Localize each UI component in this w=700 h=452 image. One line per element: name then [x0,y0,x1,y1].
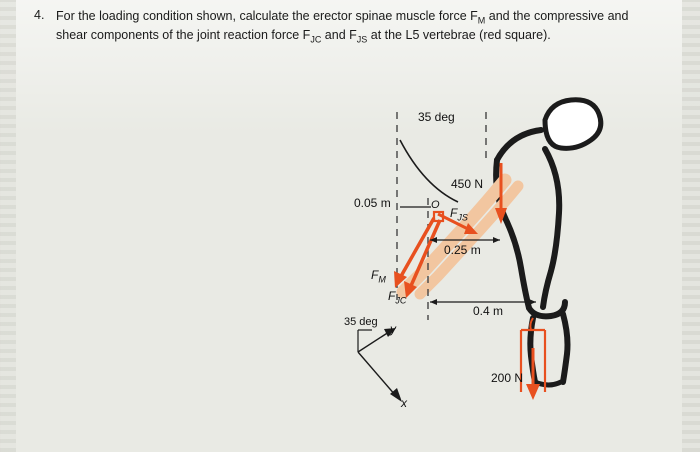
leg-back-line [563,314,568,382]
question-line1-b: and the [485,9,531,23]
dim-04m-arrow-right [529,299,536,305]
label-point-o: O [431,199,440,211]
hip-line [529,302,565,316]
label-fm [371,268,386,284]
question-number: 4. [34,8,45,22]
label-axis-x: x [401,396,407,410]
label-angle-top: 35 deg [418,110,455,124]
dim-04m-arrow-left [430,299,437,305]
label-fm-sub: M [378,274,386,285]
label-angle-axes: 35 deg [344,316,378,328]
label-axis-y: y [390,322,396,336]
label-fjc-main: F [388,289,396,303]
label-force-200: 200 N [491,371,524,385]
label-fjs-main: F [450,206,458,220]
torso-back-line [543,149,559,307]
label-force-450: 450 N [451,177,484,191]
label-fm-main: F [371,268,379,282]
label-fjs-sub: JS [457,212,468,223]
question-line2-sub2: JS [356,34,368,45]
head-shape [545,100,601,149]
label-dim-025: 0.25 m [444,243,481,257]
label-fjs [450,206,468,222]
upper-back-line [497,130,541,160]
arrow-200n-head [526,384,540,400]
question-line2-a: compressive and shear components of the joint reaction force F [56,9,629,43]
label-dim-005: 0.05 m [354,196,391,210]
label-fjc-sub: JC [395,295,407,306]
label-fjc [388,289,406,305]
question-line1-a: For the loading condition shown, calculate the erector spinae muscle force F [56,9,478,23]
label-dim-04: 0.4 m [473,304,504,318]
question-line2-sub1: JC [310,34,322,45]
question-line1-sub: M [477,15,486,26]
question-line3: vertebrae (red square). [422,28,551,43]
angle-arc-35 [400,140,458,202]
axis-x-line [358,352,396,396]
question-line2-c: at the L5 [367,28,420,43]
question-line2-b: and F [321,28,357,43]
dim-025m-arrow-right [493,237,500,243]
arm-shape [403,180,505,292]
